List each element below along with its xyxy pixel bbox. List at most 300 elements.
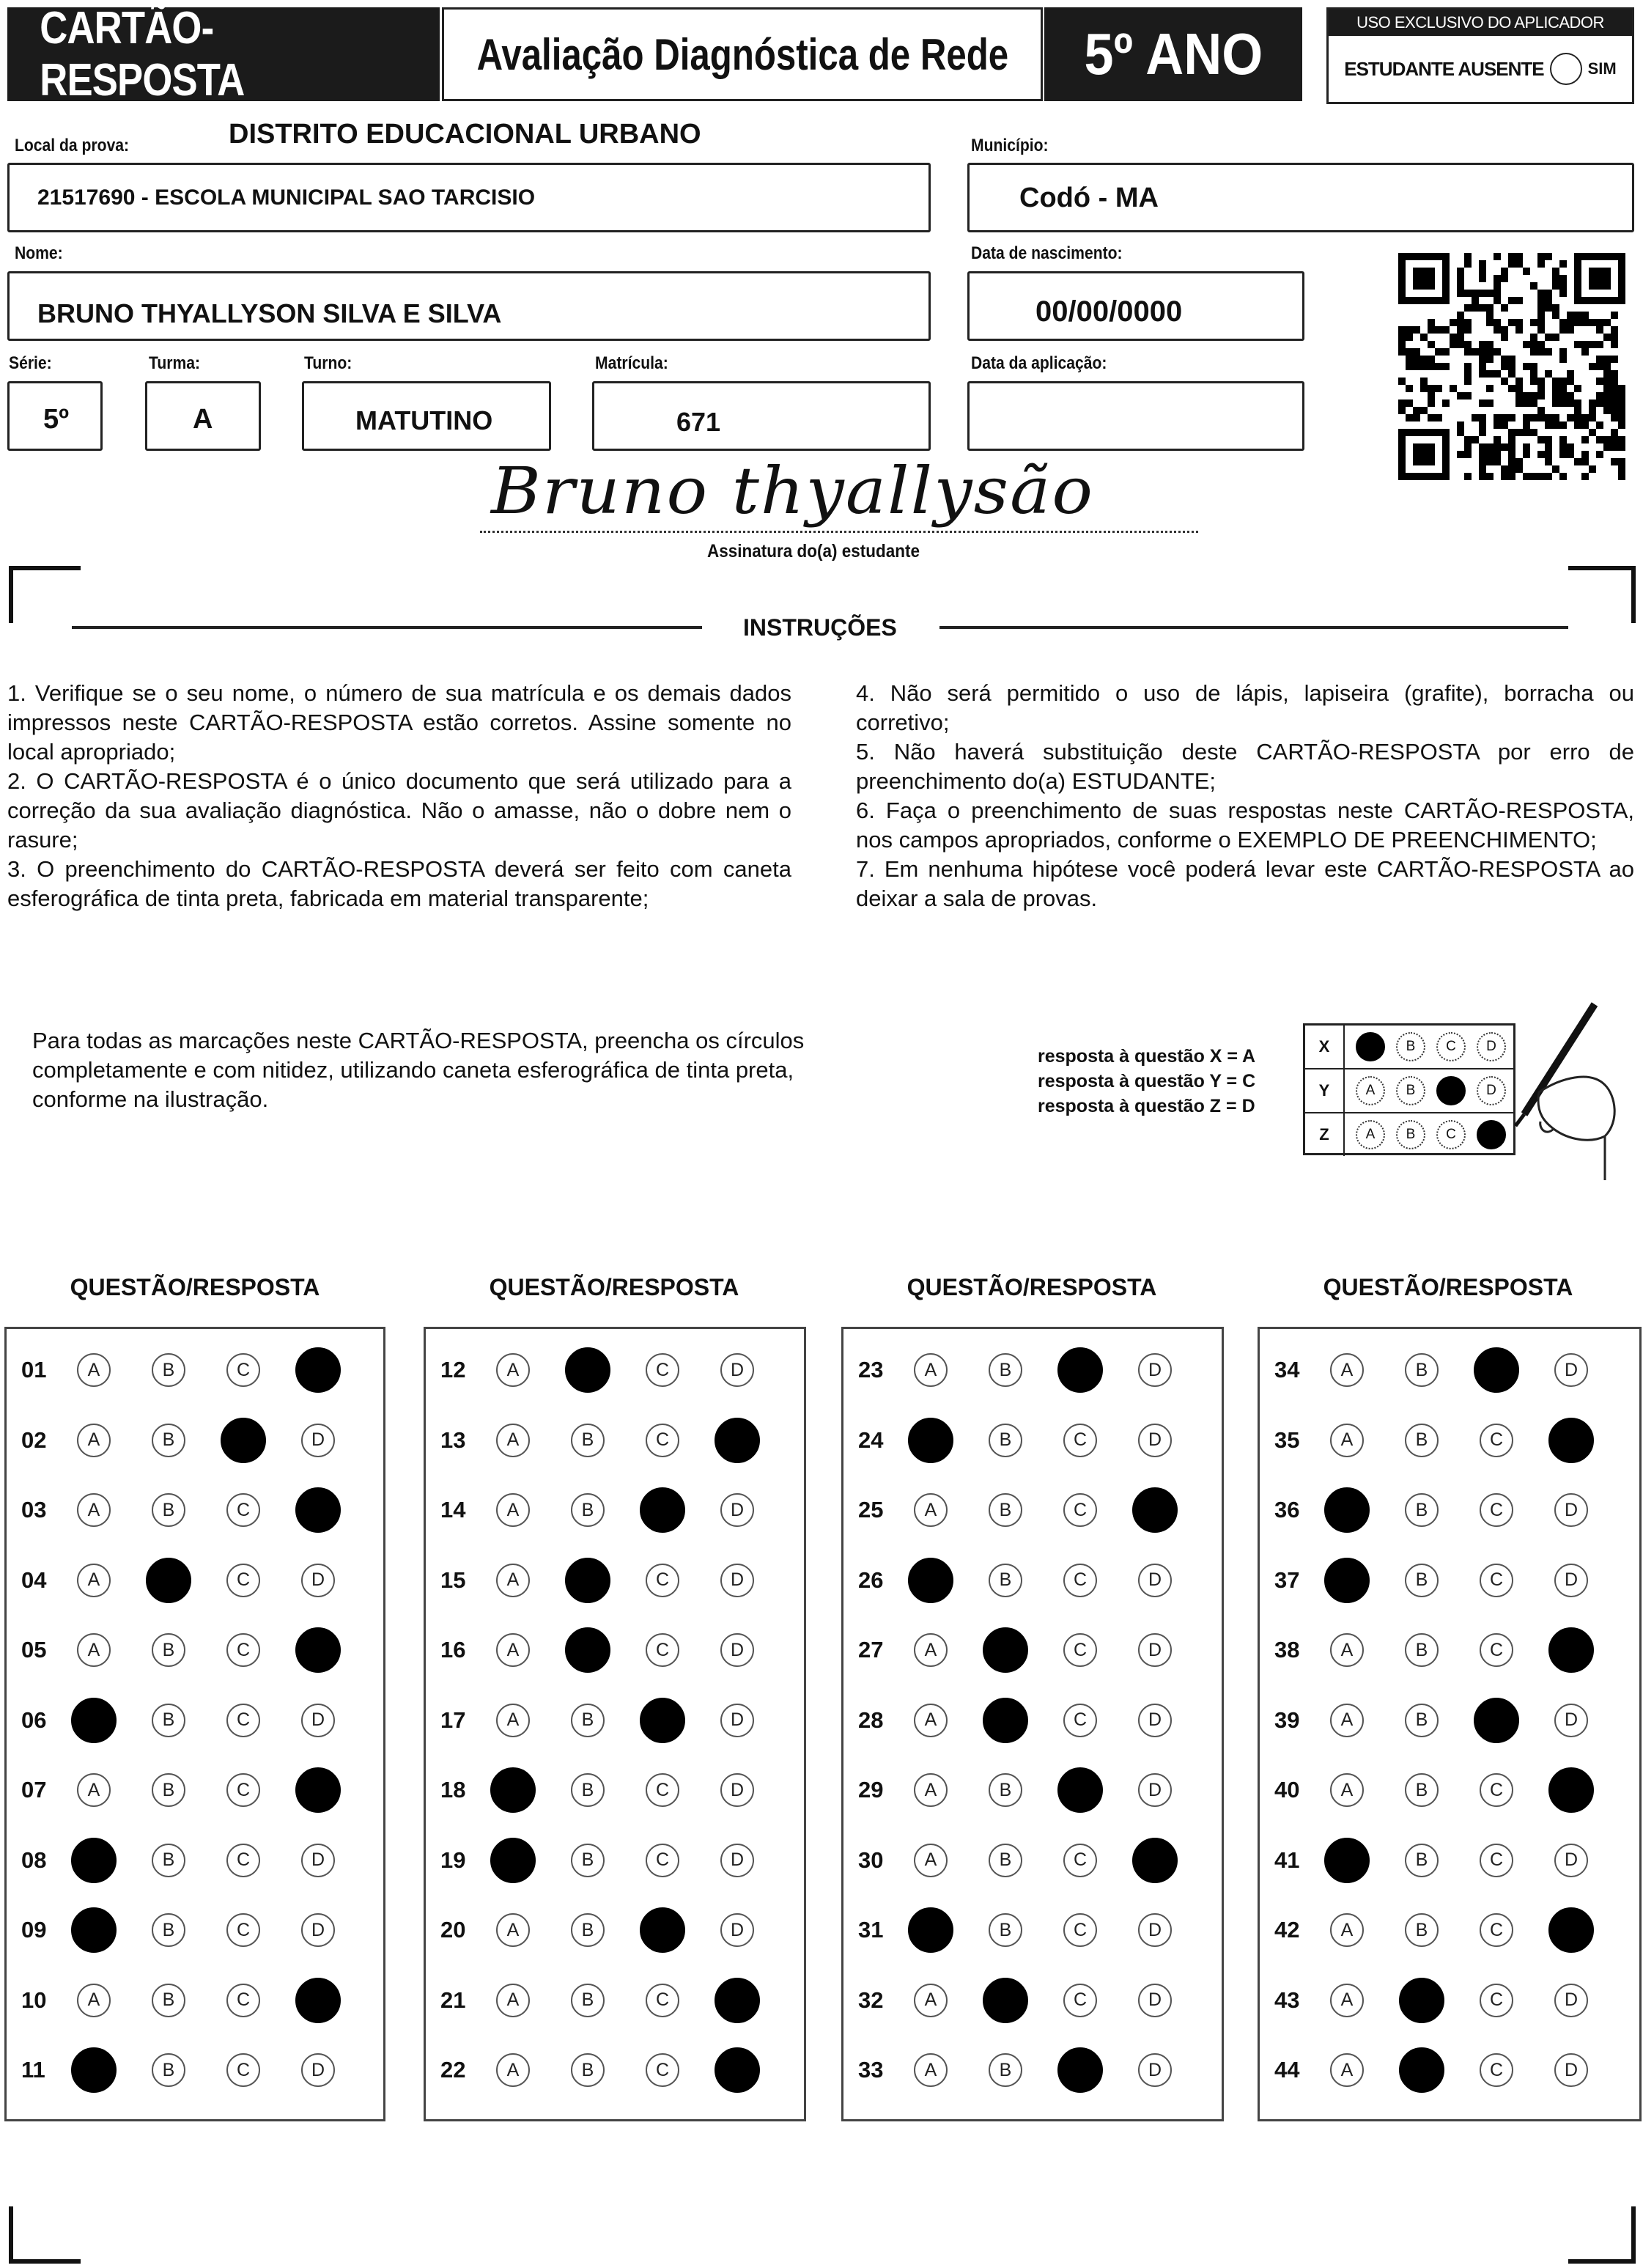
nascimento-text: 00/00/0000 <box>1035 295 1183 328</box>
answer-bubble-a[interactable]: A <box>496 1564 530 1597</box>
answer-bubble-c[interactable]: C <box>1057 2047 1103 2093</box>
answer-bubble-d[interactable]: D <box>301 1844 335 1877</box>
question-number: 44 <box>1274 2057 1300 2083</box>
answer-bubble-d[interactable]: D <box>1554 1493 1588 1527</box>
question-number: 15 <box>440 1566 466 1593</box>
question-row <box>1260 1908 1629 1952</box>
answer-bubble-a[interactable]: A <box>77 1353 111 1387</box>
answer-bubble-a[interactable]: A <box>914 1633 948 1667</box>
answer-bubble-c[interactable]: C <box>646 1773 679 1807</box>
answer-bubble-b[interactable]: B <box>152 1353 185 1387</box>
question-number: 03 <box>21 1497 47 1523</box>
answer-bubble-c[interactable]: C <box>226 2053 260 2087</box>
question-row <box>843 1488 1213 1532</box>
school-text: 21517690 - ESCOLA MUNICIPAL SAO TARCISIO <box>37 185 536 210</box>
example-legend <box>1038 1044 1255 1119</box>
answer-bubble-c[interactable]: C <box>226 1493 260 1527</box>
answer-bubble-a[interactable]: A <box>914 1704 948 1737</box>
answer-bubble-a[interactable]: A <box>71 1698 117 1743</box>
absent-checkbox[interactable] <box>1550 53 1582 85</box>
nascimento-field <box>967 271 1304 341</box>
answer-bubble-c[interactable]: C <box>1480 1424 1513 1457</box>
answer-bubble-c[interactable]: C <box>1057 1347 1103 1393</box>
answer-bubble-d[interactable]: D <box>715 2047 760 2093</box>
nascimento-label: Data de nascimento: <box>971 243 1123 263</box>
header-title-box <box>7 3 440 106</box>
answer-bubble-c[interactable]: C <box>1480 1844 1513 1877</box>
applicator-title: USO EXCLUSIVO DO APLICADOR <box>1329 10 1632 36</box>
absent-label: ESTUDANTE AUSENTE <box>1344 57 1544 80</box>
answer-grid-1 <box>4 1327 385 2121</box>
answer-bubble-a[interactable]: A <box>908 1907 953 1953</box>
answer-bubble-a[interactable]: A <box>496 1493 530 1527</box>
question-row <box>1260 1348 1629 1392</box>
answer-bubble-c[interactable]: C <box>226 1353 260 1387</box>
answer-bubble-d[interactable]: D <box>1138 1353 1172 1387</box>
answer-bubble-d[interactable]: D <box>715 1978 760 2023</box>
answer-bubble-d[interactable]: D <box>1138 1633 1172 1667</box>
answer-bubble-a[interactable]: A <box>77 1493 111 1527</box>
question-number: 02 <box>21 1426 47 1453</box>
answer-bubble-d[interactable]: D <box>295 1978 341 2023</box>
absent-row <box>1329 36 1632 102</box>
answer-bubble-c[interactable]: C <box>646 1353 679 1387</box>
municipio-label: Município: <box>971 136 1049 155</box>
answer-bubble-d[interactable]: D <box>1548 1767 1594 1813</box>
answer-bubble-a[interactable]: A <box>490 1838 536 1883</box>
aplicacao-field[interactable] <box>967 381 1304 451</box>
answer-bubble-d[interactable]: D <box>1138 2053 1172 2087</box>
instruction-3: 3. O preenchimento do CARTÃO-RESPOSTA deverá ser feito com caneta esferográfica de tinta preta, fabricada em material transparente; <box>7 856 791 911</box>
answer-bubble-b[interactable]: B <box>571 1493 605 1527</box>
answer-bubble-a[interactable]: A <box>1324 1487 1370 1533</box>
answer-bubble-d[interactable]: D <box>1138 1704 1172 1737</box>
question-number: 16 <box>440 1637 466 1663</box>
answer-bubble-a[interactable]: A <box>496 1353 530 1387</box>
answer-bubble-b[interactable]: B <box>1405 1353 1439 1387</box>
answer-bubble-a[interactable]: A <box>1330 1353 1364 1387</box>
question-row <box>843 1908 1213 1952</box>
answer-bubble-b[interactable]: B <box>152 1913 185 1947</box>
answer-bubble-b[interactable]: B <box>146 1558 191 1603</box>
question-number: 25 <box>858 1497 884 1523</box>
question-row <box>426 1418 795 1462</box>
answer-bubble-b[interactable]: B <box>1399 2047 1444 2093</box>
answer-bubble-a[interactable]: A <box>496 1704 530 1737</box>
question-number: 18 <box>440 1777 466 1803</box>
answer-bubble-d[interactable]: D <box>1132 1838 1178 1883</box>
header-subtitle: Avaliação Diagnóstica de Rede <box>476 29 1008 79</box>
answer-bubble-c[interactable]: C <box>1063 1984 1097 2017</box>
answer-bubble-a[interactable]: A <box>1330 1913 1364 1947</box>
answer-bubble-b[interactable]: B <box>989 1844 1022 1877</box>
answer-bubble-a[interactable]: A <box>914 1773 948 1807</box>
answer-bubble-b[interactable]: B <box>1405 1633 1439 1667</box>
answer-bubble-d[interactable]: D <box>295 1627 341 1673</box>
answer-bubble-c[interactable]: C <box>226 1564 260 1597</box>
question-number: 24 <box>858 1426 884 1453</box>
nome-text: BRUNO THYALLYSON SILVA E SILVA <box>37 298 502 328</box>
answer-bubble-c[interactable]: C <box>1480 1633 1513 1667</box>
answer-bubble-b[interactable]: B <box>152 1633 185 1667</box>
answer-bubble-d[interactable]: D <box>720 1564 754 1597</box>
answer-bubble-b[interactable]: B <box>983 1698 1028 1743</box>
question-row <box>426 1488 795 1532</box>
question-row <box>7 1418 376 1462</box>
question-row <box>843 1698 1213 1742</box>
example-bubble-a: A <box>1356 1076 1385 1105</box>
answer-bubble-a[interactable]: A <box>1330 1704 1364 1737</box>
answer-bubble-d[interactable]: D <box>720 1773 754 1807</box>
question-row <box>426 1348 795 1392</box>
question-number: 17 <box>440 1706 466 1733</box>
matricula-label: Matrícula: <box>595 353 668 373</box>
answer-bubble-a[interactable]: A <box>71 2047 117 2093</box>
answer-bubble-c[interactable]: C <box>1063 1493 1097 1527</box>
legend-x: resposta à questão X = A <box>1038 1046 1256 1067</box>
answer-bubble-d[interactable]: D <box>295 1767 341 1813</box>
question-number: 34 <box>1274 1357 1300 1382</box>
question-row <box>1260 1558 1629 1602</box>
example-bubble-b: B <box>1396 1076 1425 1105</box>
instructions-right <box>856 679 1634 913</box>
municipio-text: Codó - MA <box>1019 183 1159 213</box>
example-bubble-c: C <box>1436 1076 1466 1105</box>
question-number: 27 <box>858 1637 884 1663</box>
answer-bubble-d[interactable]: D <box>1554 1704 1588 1737</box>
answer-bubble-a[interactable]: A <box>908 1558 953 1603</box>
answer-bubble-b[interactable]: B <box>152 1424 185 1457</box>
answer-bubble-c[interactable]: C <box>226 1984 260 2017</box>
answer-bubble-d[interactable]: D <box>301 1704 335 1737</box>
answer-bubble-c[interactable]: C <box>646 1844 679 1877</box>
answer-bubble-d[interactable]: D <box>1138 1984 1172 2017</box>
question-row <box>1260 1838 1629 1882</box>
answer-bubble-d[interactable]: D <box>295 1347 341 1393</box>
applicator-box <box>1326 7 1634 104</box>
answer-bubble-b[interactable]: B <box>571 1984 605 2017</box>
answer-bubble-b[interactable]: B <box>152 1984 185 2017</box>
answer-bubble-c[interactable]: C <box>646 1564 679 1597</box>
answer-bubble-b[interactable]: B <box>565 1347 610 1393</box>
answer-bubble-c[interactable]: C <box>1480 1773 1513 1807</box>
answer-bubble-a[interactable]: A <box>914 1353 948 1387</box>
serie-label: Série: <box>9 353 52 373</box>
turma-field <box>145 381 261 451</box>
answer-bubble-b[interactable]: B <box>1405 1704 1439 1737</box>
corner-bottom-right <box>1568 2206 1636 2264</box>
question-number: 38 <box>1274 1637 1300 1663</box>
answer-bubble-d[interactable]: D <box>1138 1913 1172 1947</box>
answer-bubble-d[interactable]: D <box>1548 1627 1594 1673</box>
question-number: 42 <box>1274 1917 1300 1943</box>
answer-bubble-b[interactable]: B <box>989 2053 1022 2087</box>
answer-bubble-d[interactable]: D <box>715 1418 760 1463</box>
answer-bubble-a[interactable]: A <box>1330 1633 1364 1667</box>
question-number: 41 <box>1274 1847 1300 1873</box>
answer-bubble-c[interactable]: C <box>1480 1913 1513 1947</box>
question-number: 28 <box>858 1706 884 1733</box>
answer-bubble-b[interactable]: B <box>989 1564 1022 1597</box>
question-row <box>7 1838 376 1882</box>
question-number: 06 <box>21 1706 47 1733</box>
question-row <box>843 1978 1213 2022</box>
answer-bubble-d[interactable]: D <box>720 1704 754 1737</box>
answer-bubble-d[interactable]: D <box>1554 2053 1588 2087</box>
answer-bubble-a[interactable]: A <box>914 1984 948 2017</box>
answer-bubble-d[interactable]: D <box>1138 1773 1172 1807</box>
answer-bubble-b[interactable]: B <box>1405 1844 1439 1877</box>
answer-bubble-a[interactable]: A <box>1330 1424 1364 1457</box>
answer-bubble-a[interactable]: A <box>908 1418 953 1463</box>
answer-bubble-c[interactable]: C <box>226 1704 260 1737</box>
example-bubble-b: B <box>1396 1032 1425 1061</box>
instructions-divider-left <box>72 626 702 629</box>
answer-bubble-c[interactable]: C <box>226 1844 260 1877</box>
question-number: 13 <box>440 1426 466 1453</box>
column-title-3: QUESTÃO/RESPOSTA <box>907 1274 1157 1300</box>
question-row <box>843 1418 1213 1462</box>
answer-bubble-b[interactable]: B <box>1405 1424 1439 1457</box>
question-number: 01 <box>21 1357 47 1382</box>
answer-bubble-c[interactable]: C <box>646 1633 679 1667</box>
answer-bubble-b[interactable]: B <box>565 1558 610 1603</box>
answer-bubble-c[interactable]: C <box>1063 1564 1097 1597</box>
answer-bubble-b[interactable]: B <box>152 1773 185 1807</box>
question-row <box>1260 1978 1629 2022</box>
answer-bubble-a[interactable]: A <box>490 1767 536 1813</box>
answer-bubble-d[interactable]: D <box>1138 1564 1172 1597</box>
question-number: 11 <box>21 2057 45 2083</box>
answer-bubble-c[interactable]: C <box>640 1907 685 1953</box>
question-number: 26 <box>858 1566 884 1593</box>
answer-grid-4 <box>1258 1327 1642 2121</box>
answer-bubble-c[interactable]: C <box>1063 1633 1097 1667</box>
answer-bubble-b[interactable]: B <box>989 1424 1022 1457</box>
answer-bubble-a[interactable]: A <box>496 1424 530 1457</box>
answer-bubble-a[interactable]: A <box>1330 2053 1364 2087</box>
signature-line <box>480 531 1198 533</box>
answer-bubble-a[interactable]: A <box>496 1984 530 2017</box>
answer-bubble-c[interactable]: C <box>1480 1564 1513 1597</box>
answer-bubble-c[interactable]: C <box>1057 1767 1103 1813</box>
answer-bubble-a[interactable]: A <box>914 1493 948 1527</box>
answer-bubble-c[interactable]: C <box>1480 1984 1513 2017</box>
answer-bubble-b[interactable]: B <box>1405 1913 1439 1947</box>
question-row <box>426 1978 795 2022</box>
aplicacao-label: Data da aplicação: <box>971 353 1107 373</box>
question-number: 04 <box>21 1566 47 1593</box>
answer-bubble-d[interactable]: D <box>1132 1487 1178 1533</box>
question-number: 07 <box>21 1777 47 1803</box>
question-number: 14 <box>440 1497 466 1523</box>
yes-label: SIM <box>1587 59 1617 78</box>
answer-bubble-d[interactable]: D <box>720 1353 754 1387</box>
answer-bubble-c[interactable]: C <box>1480 2053 1513 2087</box>
answer-bubble-a[interactable]: A <box>496 2053 530 2087</box>
turno-label: Turno: <box>304 353 352 373</box>
question-row <box>1260 2048 1629 2092</box>
question-row <box>1260 1768 1629 1812</box>
answer-bubble-d[interactable]: D <box>1548 1418 1594 1463</box>
answer-bubble-c[interactable]: C <box>646 1424 679 1457</box>
nome-label: Nome: <box>15 243 63 263</box>
answer-bubble-a[interactable]: A <box>496 1633 530 1667</box>
answer-bubble-d[interactable]: D <box>720 1633 754 1667</box>
answer-bubble-a[interactable]: A <box>71 1907 117 1953</box>
answer-bubble-b[interactable]: B <box>983 1978 1028 2023</box>
answer-bubble-c[interactable]: C <box>640 1698 685 1743</box>
answer-bubble-a[interactable]: A <box>71 1838 117 1883</box>
answer-bubble-a[interactable]: A <box>1330 1773 1364 1807</box>
answer-bubble-a[interactable]: A <box>77 1564 111 1597</box>
answer-bubble-b[interactable]: B <box>571 1704 605 1737</box>
question-row <box>1260 1698 1629 1742</box>
answer-bubble-b[interactable]: B <box>983 1627 1028 1673</box>
question-row <box>426 2048 795 2092</box>
answer-bubble-c[interactable]: C <box>640 1487 685 1533</box>
question-row <box>426 1908 795 1952</box>
answer-bubble-b[interactable]: B <box>571 2053 605 2087</box>
instructions-title: INSTRUÇÕES <box>743 614 897 641</box>
instruction-1: 1. Verifique se o seu nome, o número de sua matrícula e os demais dados impressos neste CARTÃO-RESPOSTA estão corretos. Assine somente no local apropriado; <box>7 680 791 765</box>
answer-bubble-b[interactable]: B <box>571 1773 605 1807</box>
question-row <box>7 1978 376 2022</box>
instructions-left <box>7 679 791 913</box>
instruction-2: 2. O CARTÃO-RESPOSTA é o único documento que será utilizado para a correção da sua avaliação diagnóstica. Não o amasse, não o dobre nem o rasure; <box>7 768 791 853</box>
answer-bubble-d[interactable]: D <box>1554 1353 1588 1387</box>
answer-bubble-b[interactable]: B <box>1405 1564 1439 1597</box>
answer-bubble-a[interactable]: A <box>1324 1558 1370 1603</box>
answer-bubble-b[interactable]: B <box>1405 1773 1439 1807</box>
answer-bubble-d[interactable]: D <box>720 1493 754 1527</box>
answer-bubble-a[interactable]: A <box>77 1984 111 2017</box>
question-number: 43 <box>1274 1987 1300 2013</box>
example-bubble-a: A <box>1356 1120 1385 1149</box>
question-number: 05 <box>21 1637 47 1663</box>
answer-bubble-d[interactable]: D <box>295 1487 341 1533</box>
answer-bubble-d[interactable]: D <box>301 1424 335 1457</box>
answer-bubble-c[interactable]: C <box>1063 1844 1097 1877</box>
answer-bubble-d[interactable]: D <box>1554 1984 1588 2017</box>
answer-bubble-d[interactable]: D <box>720 1913 754 1947</box>
answer-bubble-b[interactable]: B <box>989 1913 1022 1947</box>
question-row <box>7 1698 376 1742</box>
answer-bubble-b[interactable]: B <box>989 1773 1022 1807</box>
question-number: 40 <box>1274 1777 1300 1803</box>
answer-bubble-b[interactable]: B <box>571 1424 605 1457</box>
answer-bubble-a[interactable]: A <box>496 1913 530 1947</box>
instruction-6: 6. Faça o preenchimento de suas respostas neste CARTÃO-RESPOSTA, nos campos apropriados, conforme o EXEMPLO DE PREENCHIMENTO; <box>856 798 1634 853</box>
answer-bubble-d[interactable]: D <box>301 1913 335 1947</box>
answer-bubble-c[interactable]: C <box>226 1913 260 1947</box>
question-row <box>426 1628 795 1672</box>
answer-bubble-b[interactable]: B <box>1405 1493 1439 1527</box>
question-number: 20 <box>440 1917 466 1943</box>
question-number: 35 <box>1274 1426 1300 1453</box>
answer-bubble-b[interactable]: B <box>152 2053 185 2087</box>
signature-label: Assinatura do(a) estudante <box>707 541 920 562</box>
example-row-label: X <box>1305 1026 1345 1068</box>
answer-bubble-d[interactable]: D <box>1548 1907 1594 1953</box>
answer-bubble-c[interactable]: C <box>646 2053 679 2087</box>
answer-bubble-b[interactable]: B <box>571 1844 605 1877</box>
matricula-field <box>592 381 931 451</box>
pen-hand-illustration <box>1495 997 1634 1188</box>
legend-z: resposta à questão Z = D <box>1038 1096 1255 1116</box>
answer-bubble-b[interactable]: B <box>152 1493 185 1527</box>
question-row <box>7 1908 376 1952</box>
answer-bubble-c[interactable]: C <box>226 1633 260 1667</box>
answer-bubble-a[interactable]: A <box>1330 1984 1364 2017</box>
example-bubble-c: C <box>1436 1120 1466 1149</box>
answer-bubble-d[interactable]: D <box>720 1844 754 1877</box>
answer-bubble-b[interactable]: B <box>571 1913 605 1947</box>
answer-bubble-d[interactable]: D <box>1554 1564 1588 1597</box>
question-row <box>843 1838 1213 1882</box>
municipio-field <box>967 163 1634 232</box>
nome-field <box>7 271 931 341</box>
answer-bubble-d[interactable]: D <box>301 1564 335 1597</box>
instruction-4: 4. Não será permitido o uso de lápis, lapiseira (grafite), borracha ou corretivo; <box>856 680 1634 735</box>
qr-code <box>1398 253 1625 480</box>
example-table <box>1303 1023 1515 1155</box>
legend-y: resposta à questão Y = C <box>1038 1071 1256 1091</box>
answer-bubble-b[interactable]: B <box>565 1627 610 1673</box>
answer-bubble-b[interactable]: B <box>152 1844 185 1877</box>
example-bubble-a: A <box>1356 1032 1385 1061</box>
header-subtitle-box <box>442 7 1043 101</box>
example-row <box>1305 1026 1513 1069</box>
question-row <box>843 2048 1213 2092</box>
answer-bubble-d[interactable]: D <box>1554 1844 1588 1877</box>
answer-bubble-d[interactable]: D <box>301 2053 335 2087</box>
question-row <box>843 1348 1213 1392</box>
answer-bubble-a[interactable]: A <box>77 1424 111 1457</box>
question-row <box>1260 1488 1629 1532</box>
answer-bubble-b[interactable]: B <box>989 1493 1022 1527</box>
question-number: 19 <box>440 1847 466 1873</box>
answer-bubble-c[interactable]: C <box>221 1418 266 1463</box>
question-row <box>1260 1418 1629 1462</box>
answer-bubble-a[interactable]: A <box>77 1773 111 1807</box>
instruction-7: 7. Em nenhuma hipótese você poderá levar este CARTÃO-RESPOSTA ao deixar a sala de provas. <box>856 856 1634 911</box>
answer-bubble-c[interactable]: C <box>1063 1424 1097 1457</box>
local-label: Local da prova: <box>15 136 130 155</box>
answer-bubble-c[interactable]: C <box>226 1773 260 1807</box>
question-number: 32 <box>858 1987 884 2013</box>
answer-bubble-b[interactable]: B <box>989 1353 1022 1387</box>
example-bubble-d: D <box>1477 1120 1506 1149</box>
answer-bubble-c[interactable]: C <box>1063 1704 1097 1737</box>
answer-bubble-c[interactable]: C <box>1474 1698 1519 1743</box>
turno-field <box>302 381 551 451</box>
answer-bubble-c[interactable]: C <box>646 1984 679 2017</box>
signature-handwriting: Bruno thyallysão <box>491 453 1095 529</box>
question-row <box>426 1768 795 1812</box>
answer-bubble-a[interactable]: A <box>1324 1838 1370 1883</box>
answer-bubble-a[interactable]: A <box>914 1844 948 1877</box>
answer-bubble-c[interactable]: C <box>1063 1913 1097 1947</box>
answer-bubble-d[interactable]: D <box>1138 1424 1172 1457</box>
answer-bubble-b[interactable]: B <box>1399 1978 1444 2023</box>
answer-bubble-a[interactable]: A <box>914 2053 948 2087</box>
answer-bubble-c[interactable]: C <box>1480 1493 1513 1527</box>
corner-bottom-left <box>9 2206 81 2264</box>
answer-bubble-a[interactable]: A <box>77 1633 111 1667</box>
answer-bubble-b[interactable]: B <box>152 1704 185 1737</box>
answer-bubble-c[interactable]: C <box>1474 1347 1519 1393</box>
